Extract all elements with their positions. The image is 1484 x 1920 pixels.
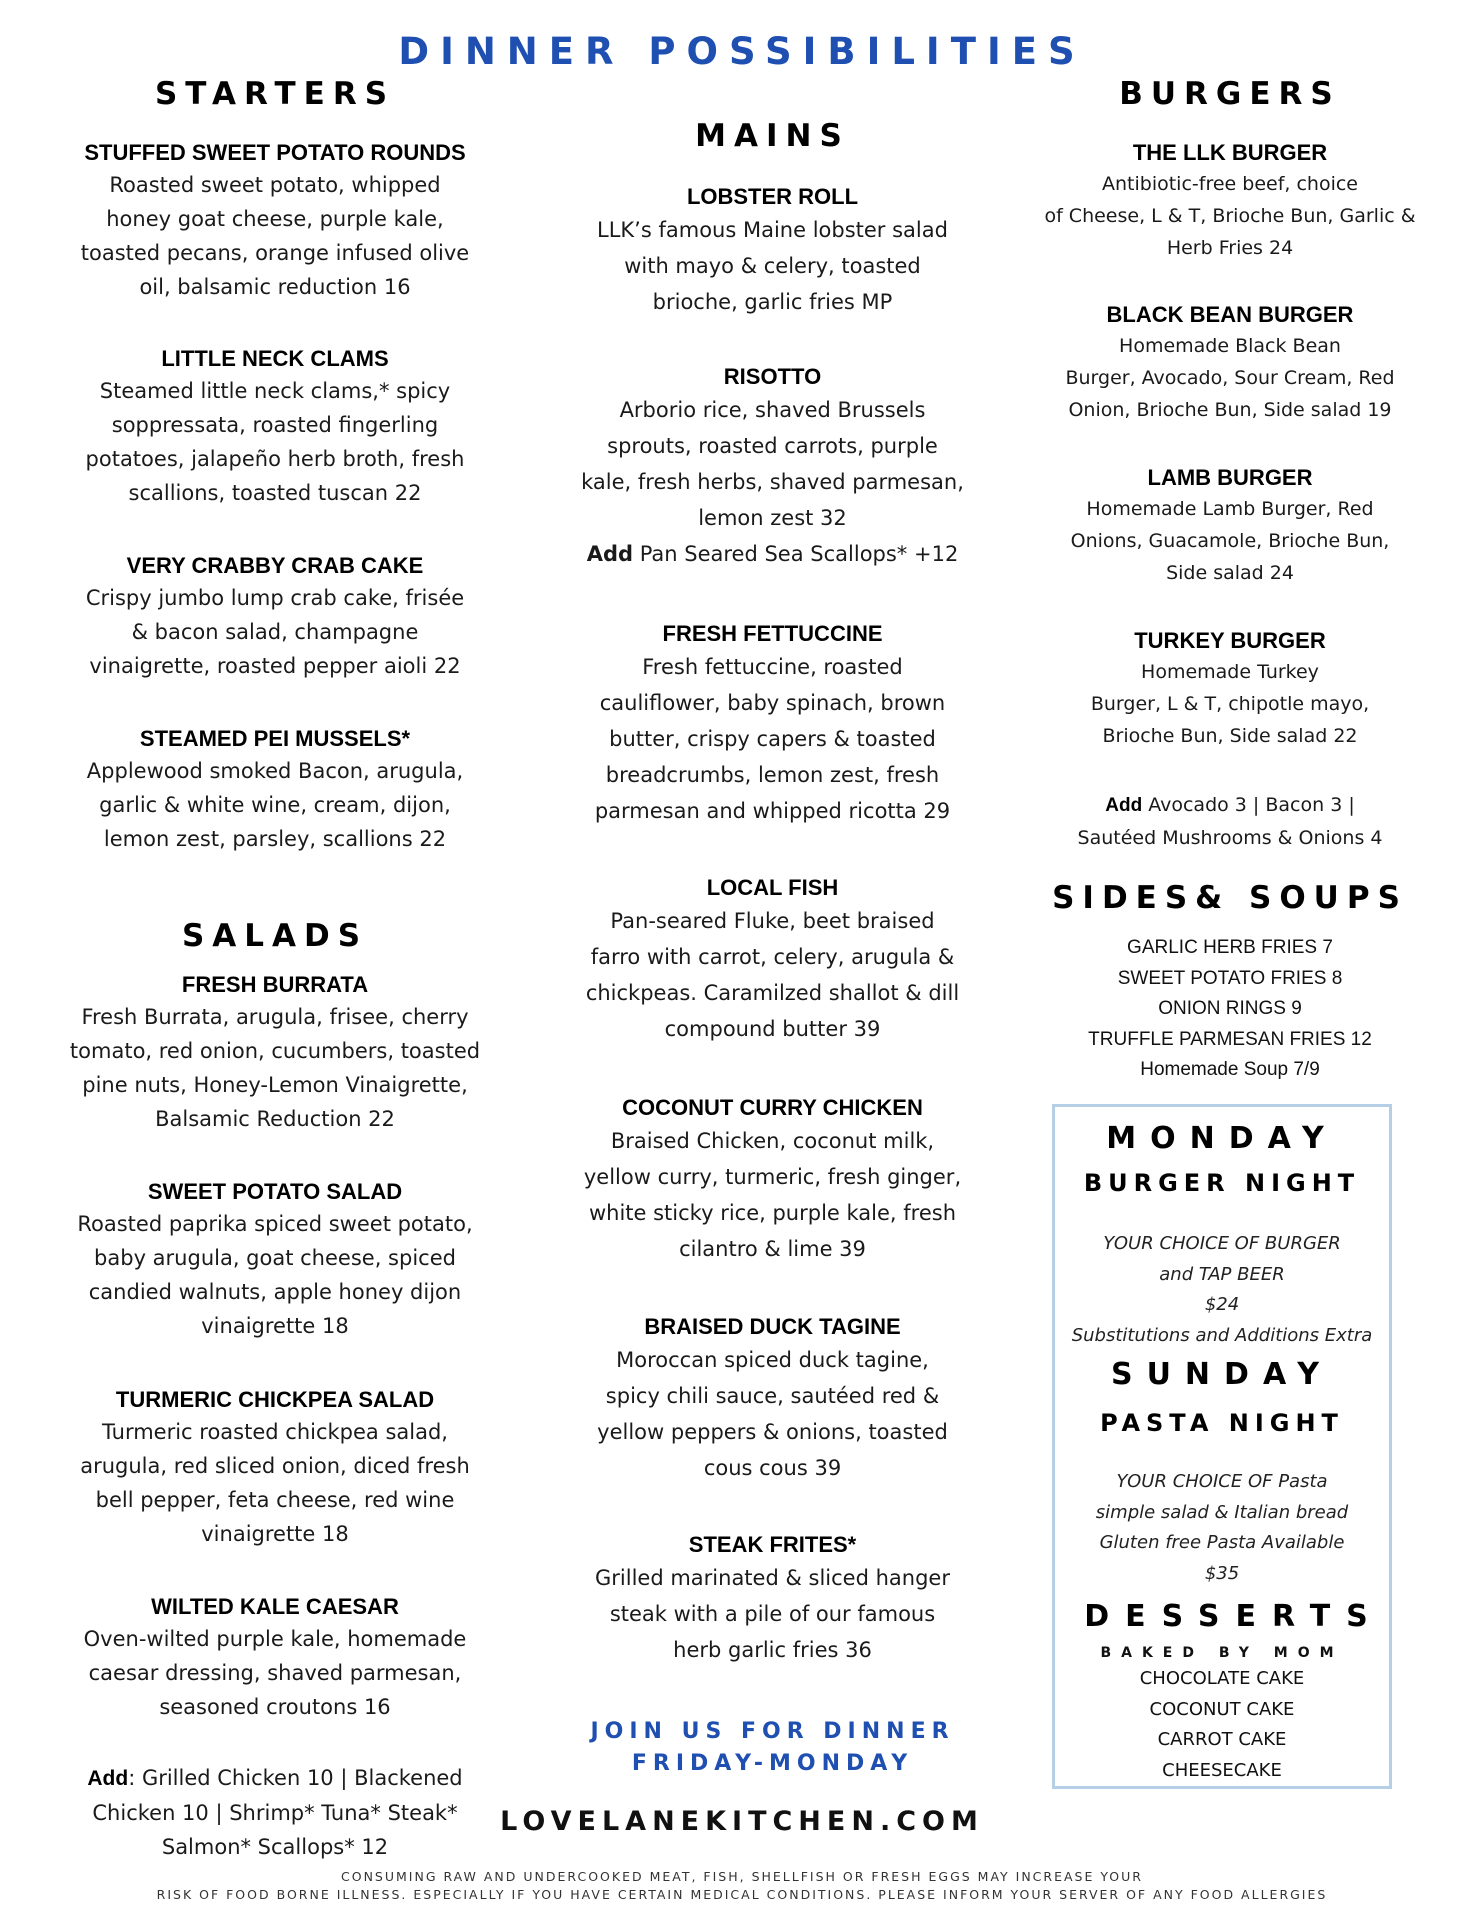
- desc-line: honey goat cheese, purple kale,: [106, 207, 444, 231]
- desc-line: bell pepper, feta cheese, red wine: [95, 1488, 455, 1512]
- desc-line: white sticky rice, purple kale, fresh: [588, 1201, 957, 1225]
- desc-line: Oven-wilted purple kale, homemade: [83, 1627, 467, 1651]
- detail-line: $24: [1204, 1294, 1240, 1315]
- desc-line: cauliflower, baby spinach, brown: [599, 691, 946, 715]
- desc-line: Steamed little neck clams,* spicy: [99, 379, 451, 403]
- desc-line: Crispy jumbo lump crab cake, frisée: [85, 586, 465, 610]
- join-line: JOIN US FOR DINNER: [590, 1719, 955, 1744]
- detail-line: and TAP BEER: [1159, 1263, 1285, 1285]
- addon-text: Pan Seared Sea Scallops* +12: [633, 542, 959, 566]
- burgers-heading: BURGERS: [1119, 76, 1341, 112]
- menu-item: [545, 1093, 1000, 1267]
- menu-item: [545, 1312, 1000, 1486]
- desc-line: tomato, red onion, cucumbers, toasted: [69, 1039, 481, 1063]
- desc-line: candied walnuts, apple honey dijon: [88, 1280, 462, 1304]
- item-name: SWEET POTATO SALAD: [147, 1179, 403, 1204]
- desc-line: Moroccan spiced duck tagine,: [616, 1348, 929, 1372]
- addon-text: Avocado 3 | Bacon 3 |: [1142, 794, 1355, 816]
- item-name: FRESH FETTUCCINE: [662, 621, 883, 646]
- item-description: [545, 212, 1000, 320]
- item-description: [1020, 330, 1440, 426]
- starters-heading: STARTERS: [154, 76, 396, 112]
- sunday-subtitle: PASTA NIGHT: [1100, 1409, 1344, 1437]
- menu-item: [545, 1530, 1000, 1668]
- mains-heading: MAINS: [695, 118, 850, 154]
- desc-line: of Cheese, L & T, Brioche Bun, Garlic &: [1044, 205, 1416, 227]
- menu-item: [50, 724, 500, 856]
- desc-line: Grilled marinated & sliced hanger: [595, 1566, 950, 1590]
- desc-line: Applewood smoked Bacon, arugula,: [86, 759, 464, 783]
- menu-item: [1020, 463, 1440, 589]
- desc-line: Onion, Brioche Bun, Side salad 19: [1068, 399, 1392, 421]
- menu-item: [545, 619, 1000, 829]
- item-name: WILTED KALE CAESAR: [151, 1594, 399, 1619]
- website-link: LOVELANEKITCHEN.COM: [500, 1806, 984, 1837]
- addon-line: [545, 536, 1000, 572]
- detail-line: YOUR CHOICE OF Pasta: [1116, 1471, 1328, 1492]
- desc-line: arugula, red sliced onion, diced fresh: [80, 1454, 470, 1478]
- desc-line: parmesan and whipped ricotta 29: [594, 799, 951, 823]
- menu-item: [50, 138, 500, 304]
- desc-line: LLK’s famous Maine lobster salad: [597, 218, 948, 242]
- desc-line: baby arugula, goat cheese, spiced: [94, 1246, 456, 1270]
- menu-item: [545, 362, 1000, 572]
- item-name: BLACK BEAN BURGER: [1106, 302, 1354, 327]
- item-description: [50, 1622, 500, 1724]
- menu-item: [50, 1385, 500, 1551]
- item-description: [50, 374, 500, 510]
- desc-line: vinaigrette, roasted pepper aioli 22: [89, 654, 461, 678]
- item-description: [50, 1415, 500, 1551]
- desc-line: Homemade Lamb Burger, Red: [1086, 498, 1374, 520]
- desc-line: vinaigrette 18: [201, 1314, 349, 1338]
- list-item: CHEESECAKE: [1162, 1759, 1282, 1781]
- sides-list: [1020, 933, 1440, 1086]
- item-name: LOCAL FISH: [706, 875, 839, 900]
- menu-item: [1020, 626, 1440, 752]
- desc-line: Burger, Avocado, Sour Cream, Red: [1065, 367, 1395, 389]
- desc-line: Herb Fries 24: [1166, 237, 1294, 259]
- item-description: [545, 1123, 1000, 1267]
- desc-line: with mayo & celery, toasted: [624, 254, 921, 278]
- list-item: CHOCOLATE CAKE: [1139, 1668, 1305, 1689]
- desserts-title: DESSERTS: [1084, 1599, 1384, 1634]
- list-item: CARROT CAKE: [1157, 1729, 1287, 1750]
- addon-text: Salmon* Scallops* 12: [161, 1835, 389, 1859]
- desc-line: potatoes, jalapeño herb broth, fresh: [85, 447, 465, 471]
- menu-item: [1020, 138, 1440, 264]
- list-item: Homemade Soup 7/9: [1140, 1059, 1320, 1080]
- sides-heading: SIDES& SOUPS: [1052, 880, 1408, 916]
- desc-line: soppressata, roasted fingerling: [111, 413, 439, 437]
- desc-line: cous cous 39: [703, 1456, 842, 1480]
- item-description: [50, 581, 500, 683]
- menu-item: [50, 551, 500, 683]
- item-description: [545, 392, 1000, 572]
- join-us-banner: [545, 1716, 1000, 1780]
- item-description: [545, 1560, 1000, 1668]
- desc-line: Fresh fettuccine, roasted: [642, 655, 903, 679]
- desc-line: breadcrumbs, lemon zest, fresh: [605, 763, 940, 787]
- item-description: [50, 168, 500, 304]
- item-name: LOBSTER ROLL: [686, 184, 859, 209]
- desserts-subtitle: BAKED BY MOM: [1100, 1645, 1344, 1661]
- desc-line: Arborio rice, shaved Brussels: [619, 398, 926, 422]
- page-title: DINNER POSSIBILITIES: [398, 30, 1086, 73]
- list-item: TRUFFLE PARMESAN FRIES 12: [1088, 1028, 1372, 1050]
- detail-line: $35: [1204, 1562, 1240, 1584]
- desc-line: Antibiotic-free beef, choice: [1102, 173, 1358, 195]
- list-item: ONION RINGS 9: [1158, 998, 1302, 1019]
- desc-line: steak with a pile of our famous: [609, 1602, 936, 1626]
- item-description: [545, 649, 1000, 829]
- join-line: FRIDAY-MONDAY: [631, 1751, 914, 1776]
- detail-line: simple salad & Italian bread: [1095, 1501, 1349, 1523]
- item-name: FRESH BURRATA: [181, 972, 369, 997]
- item-description: [50, 754, 500, 856]
- desc-line: chickpeas. Caramilzed shallot & dill: [585, 981, 960, 1005]
- desc-line: toasted pecans, orange infused olive: [80, 241, 470, 265]
- desc-line: garlic & white wine, cream, dijon,: [99, 793, 451, 817]
- desc-line: Side salad 24: [1166, 562, 1294, 584]
- detail-line: Substitutions and Additions Extra: [1071, 1324, 1373, 1346]
- desc-line: Brioche Bun, Side salad 22: [1102, 725, 1358, 747]
- monday-details: [1055, 1229, 1389, 1351]
- detail-line: Gluten free Pasta Available: [1099, 1532, 1345, 1553]
- list-item: SWEET POTATO FRIES 8: [1117, 967, 1343, 989]
- item-description: [1020, 493, 1440, 589]
- desc-line: Pan-seared Fluke, beet braised: [610, 909, 935, 933]
- menu-item: [50, 970, 500, 1136]
- item-name: BRAISED DUCK TAGINE: [644, 1314, 901, 1339]
- desc-line: yellow curry, turmeric, fresh ginger,: [583, 1165, 962, 1189]
- item-name: LAMB BURGER: [1147, 465, 1313, 490]
- desc-line: yellow peppers & onions, toasted: [597, 1420, 948, 1444]
- menu-item: [50, 344, 500, 510]
- detail-line: YOUR CHOICE OF BURGER: [1103, 1233, 1341, 1254]
- desc-line: Onions, Guacamole, Brioche Bun,: [1070, 530, 1390, 552]
- desc-line: Homemade Turkey: [1141, 661, 1319, 683]
- desc-line: spicy chili sauce, sautéed red &: [605, 1384, 940, 1408]
- item-name: RISOTTO: [723, 364, 822, 389]
- monday-subtitle: BURGER NIGHT: [1083, 1169, 1361, 1197]
- item-description: [50, 1000, 500, 1136]
- list-item: COCONUT CAKE: [1149, 1698, 1295, 1720]
- item-description: [1020, 656, 1440, 752]
- sunday-title: SUNDAY: [1110, 1357, 1334, 1392]
- desc-line: Fresh Burrata, arugula, frisee, cherry: [81, 1005, 469, 1029]
- menu-item: [1020, 300, 1440, 426]
- desc-line: Roasted sweet potato, whipped: [109, 173, 441, 197]
- desc-line: herb garlic fries 36: [673, 1638, 872, 1662]
- item-name: COCONUT CURRY CHICKEN: [622, 1095, 923, 1120]
- addon-text: Sautéed Mushrooms & Onions 4: [1077, 827, 1383, 849]
- desc-line: Burger, L & T, chipotle mayo,: [1090, 693, 1370, 715]
- item-name: THE LLK BURGER: [1132, 140, 1328, 165]
- disclaimer-line: RISK OF FOOD BORNE ILLNESS. ESPECIALLY IF YOU HAVE CERTAIN MEDICAL CONDITIONS. PLEASE INFORM YOUR SERVER OF ANY FOOD ALLERGIES: [156, 1887, 1328, 1902]
- desc-line: vinaigrette 18: [201, 1522, 349, 1546]
- desc-line: lemon zest, parsley, scallions 22: [103, 827, 447, 851]
- desc-line: compound butter 39: [664, 1017, 881, 1041]
- desc-line: farro with carrot, celery, arugula &: [590, 945, 955, 969]
- desc-line: butter, crispy capers & toasted: [609, 727, 936, 751]
- addon-label: Add: [87, 1767, 129, 1790]
- desc-line: scallions, toasted tuscan 22: [128, 481, 422, 505]
- desc-line: kale, fresh herbs, shaved parmesan,: [581, 470, 964, 494]
- desc-line: & bacon salad, champagne: [131, 620, 419, 644]
- addon-label: Add: [586, 542, 634, 566]
- item-name: STUFFED SWEET POTATO ROUNDS: [84, 140, 466, 165]
- item-name: STEAK FRITES*: [688, 1532, 857, 1557]
- item-name: STEAMED PEI MUSSELS*: [139, 726, 411, 751]
- desc-line: cilantro & lime 39: [679, 1237, 866, 1261]
- desc-line: Turmeric roasted chickpea salad,: [102, 1420, 448, 1444]
- desc-line: Braised Chicken, coconut milk,: [610, 1129, 935, 1153]
- sunday-details: [1055, 1467, 1389, 1589]
- desc-line: Homemade Black Bean: [1119, 335, 1341, 357]
- menu-item: [545, 182, 1000, 320]
- salads-heading: SALADS: [181, 918, 369, 954]
- item-description: [50, 1207, 500, 1343]
- desc-line: seasoned croutons 16: [159, 1695, 391, 1719]
- addon-text: : Grilled Chicken 10 | Blackened: [128, 1766, 463, 1790]
- desc-line: brioche, garlic fries MP: [652, 290, 893, 314]
- desc-line: oil, balsamic reduction 16: [139, 275, 411, 299]
- desc-line: caesar dressing, shaved parmesan,: [88, 1661, 462, 1685]
- desserts-list: [1055, 1664, 1389, 1786]
- addon-text: Chicken 10 | Shrimp* Tuna* Steak*: [92, 1801, 458, 1825]
- item-name: TURKEY BURGER: [1134, 628, 1326, 653]
- menu-item: [50, 1177, 500, 1343]
- list-item: GARLIC HERB FRIES 7: [1127, 937, 1333, 958]
- burger-addons: [1020, 789, 1440, 854]
- specials-box: [1052, 1104, 1392, 1789]
- item-description: [545, 1342, 1000, 1486]
- desc-line: lemon zest 32: [698, 506, 847, 530]
- desc-line: Roasted paprika spiced sweet potato,: [77, 1212, 473, 1236]
- item-description: [1020, 168, 1440, 264]
- item-name: VERY CRABBY CRAB CAKE: [126, 553, 424, 578]
- item-name: TURMERIC CHICKPEA SALAD: [115, 1387, 435, 1412]
- disclaimer-line: CONSUMING RAW AND UNDERCOOKED MEAT, FISH, SHELLFISH OR FRESH EGGS MAY INCREASE YOUR: [341, 1869, 1143, 1884]
- addon-label: Add: [1105, 795, 1143, 816]
- monday-title: MONDAY: [1106, 1121, 1338, 1156]
- menu-item: [50, 1592, 500, 1724]
- desc-line: sprouts, roasted carrots, purple: [607, 434, 938, 458]
- desc-line: pine nuts, Honey-Lemon Vinaigrette,: [82, 1073, 468, 1097]
- item-name: LITTLE NECK CLAMS: [161, 346, 389, 371]
- item-description: [545, 903, 1000, 1047]
- desc-line: Balsamic Reduction 22: [155, 1107, 395, 1131]
- menu-item: [545, 873, 1000, 1047]
